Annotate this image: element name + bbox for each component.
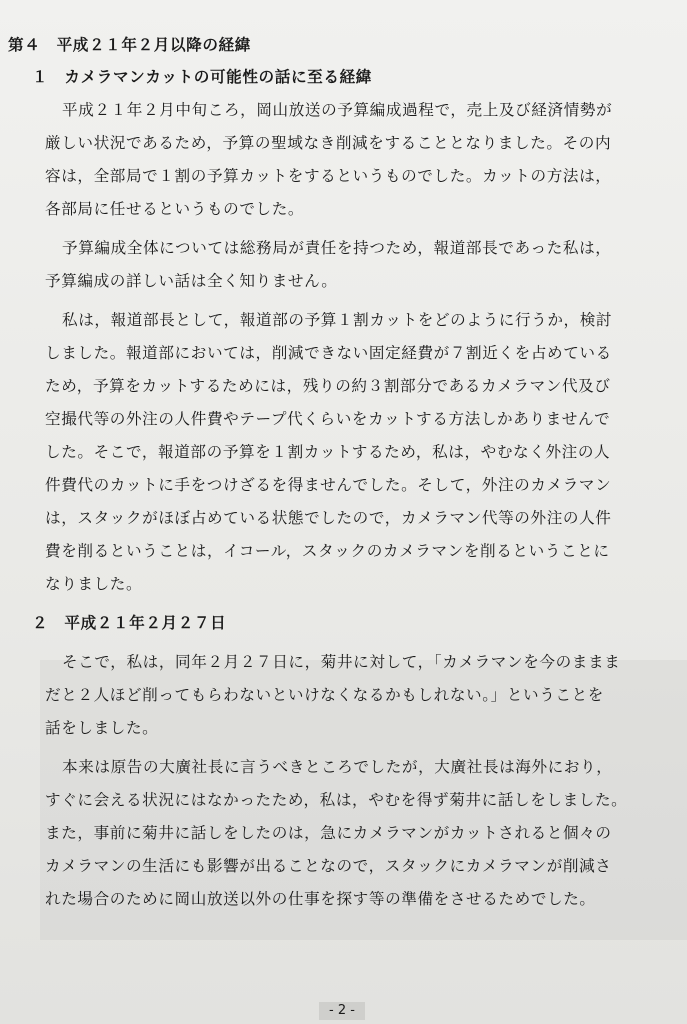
paragraph-line: 費を削るということは，イコール，スタックのカメラマンを削るということに	[45, 542, 610, 560]
paragraph-line: ため，予算をカットするためには，残りの約３割部分であるカメラマン代及び	[45, 377, 611, 395]
paragraph-line: しました。報道部においては，削減できない固定経費が７割近くを占めている	[45, 344, 612, 362]
section-heading: 第４ 平成２１年２月以降の経緯	[8, 35, 251, 54]
paragraph-line: 各部局に任せるというものでした。	[45, 200, 305, 218]
paragraph-line: 話をしました。	[45, 719, 159, 737]
subsection2-heading: ２ 平成２１年２月２７日	[32, 613, 227, 632]
paragraph-line: また，事前に菊井に話しをしたのは，急にカメラマンがカットされると個々の	[45, 824, 612, 842]
paragraph-line: カメラマンの生活にも影響が出ることなので，スタックにカメラマンが削減さ	[45, 857, 612, 875]
paragraph-line: なりました。	[45, 575, 143, 593]
subsection1-heading: １ カメラマンカットの可能性の話に至る経緯	[32, 67, 372, 86]
paragraph-line: 予算編成全体については総務局が責任を持つため，報道部長であった私は，	[62, 239, 612, 257]
paragraph-line: 厳しい状況であるため，予算の聖域なき削減をすることとなりました。その内	[45, 134, 612, 152]
paragraph-line: した。そこで，報道部の予算を１割カットするため，私は，やむなく外注の人	[45, 443, 611, 461]
paragraph-line: 私は，報道部長として，報道部の予算１割カットをどのように行うか，検討	[62, 311, 613, 329]
paragraph-line: すぐに会える状況にはなかったため，私は，やむを得ず菊井に話しをしました。	[45, 791, 628, 809]
page-number: - 2 -	[319, 1002, 365, 1020]
paragraph-line: 件費代のカットに手をつけざるを得ませんでした。そして，外注のカメラマン	[45, 476, 612, 494]
paragraph-line: 容は，全部局で１割の予算カットをするというものでした。カットの方法は，	[45, 167, 612, 185]
paragraph-line: だと２人ほど削ってもらわないといけなくなるかもしれない。」ということを	[45, 686, 604, 704]
paragraph-line: 本来は原告の大廣社長に言うべきところでしたが，大廣社長は海外におり，	[62, 758, 613, 776]
paragraph-line: は，スタックがほぼ占めている状態でしたので，カメラマン代等の外注の人件	[45, 509, 612, 527]
paragraph-line: 予算編成の詳しい話は全く知りません。	[45, 272, 338, 290]
paragraph-line: 空撮代等の外注の人件費やテープ代くらいをカットする方法しかありませんで	[45, 410, 611, 428]
paragraph-line: そこで，私は，同年２月２７日に，菊井に対して，「カメラマンを今のままま	[62, 653, 621, 671]
paragraph-line: 平成２１年２月中旬ころ，岡山放送の予算編成過程で，売上及び経済情勢が	[62, 101, 613, 119]
paragraph-line: れた場合のために岡山放送以外の仕事を探す等の準備をさせるためでした。	[45, 890, 596, 908]
